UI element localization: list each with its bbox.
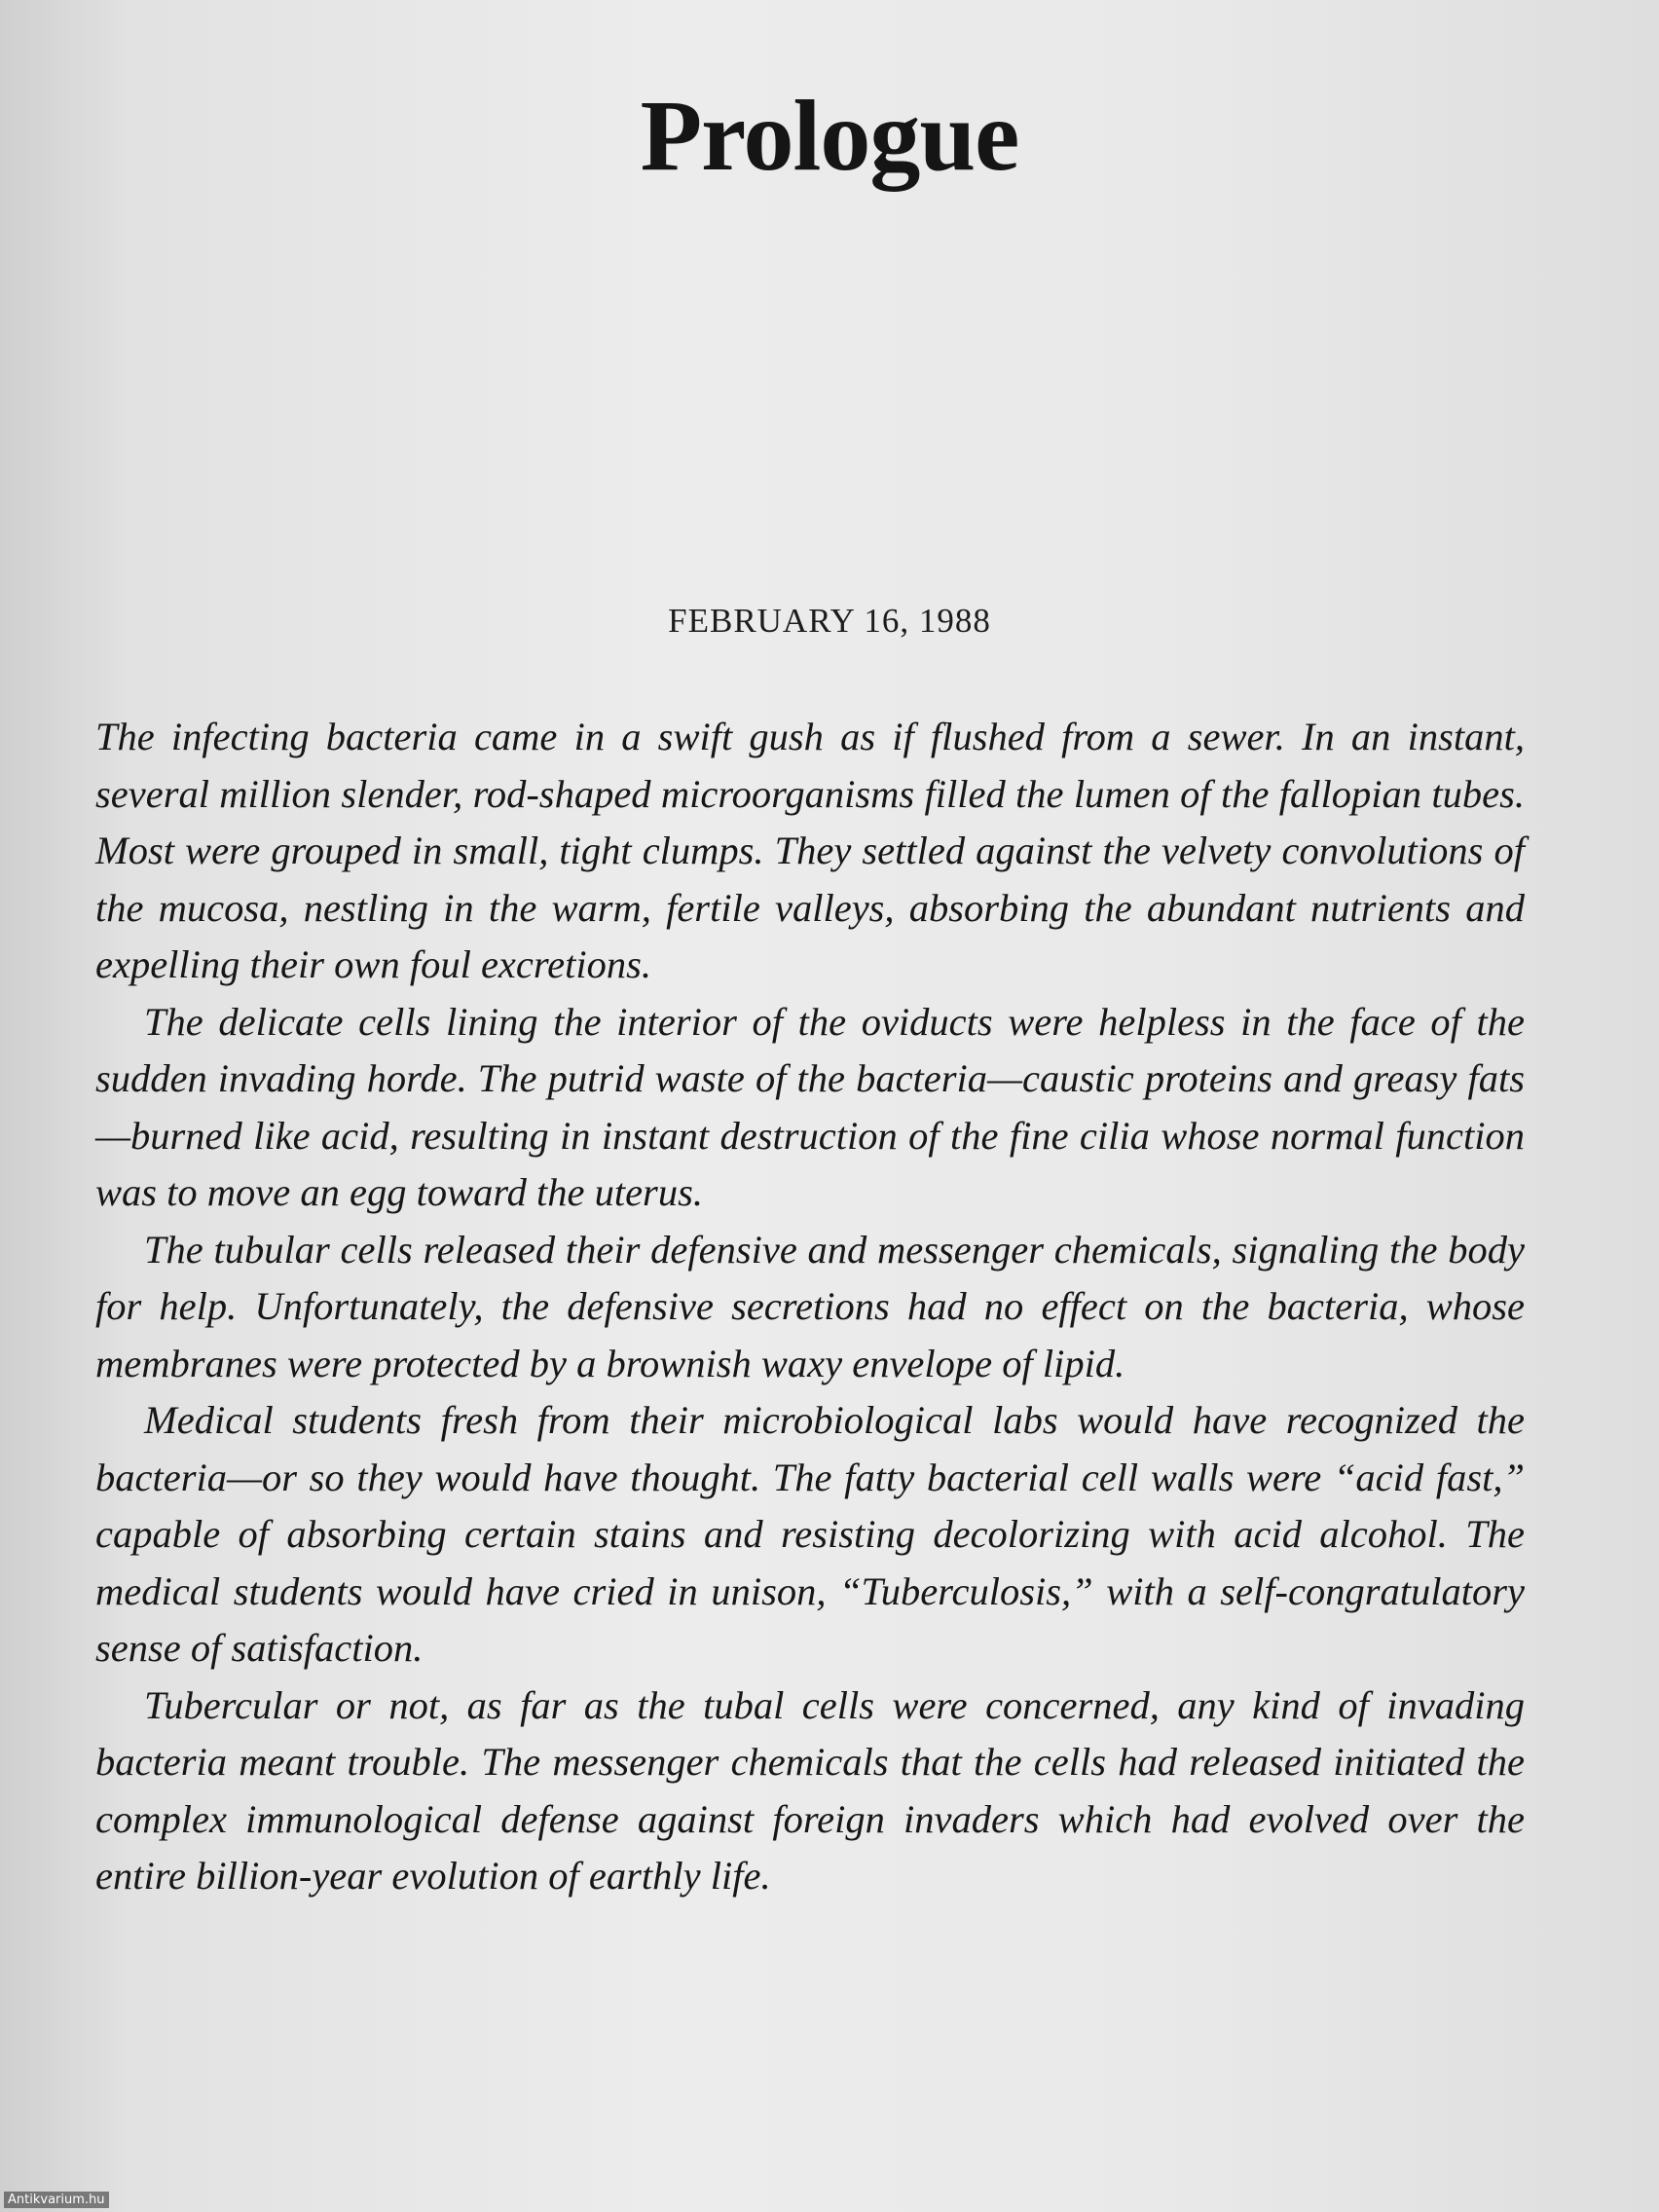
paragraph: The delicate cells lining the interior of the oviducts were helpless in the face of the sudden invading horde. The putrid waste of the bacteria—caustic proteins and greasy fats—burned like acid, resulting in instant destruction of the fine cilia whose normal function was to move an egg toward the uterus. (95, 999, 1525, 1214)
page-title: Prologue (640, 80, 1019, 192)
paragraph: Tubercular or not, as far as the tubal cells were concerned, any kind of invading bacteria meant trouble. The messenger chemicals that the cells had released initiated the complex immunological defense against foreign invaders which had evolved over the entire billion-year evolution of earthly life. (95, 1682, 1525, 1898)
site-watermark: Antikvarium.hu (4, 2192, 109, 2208)
chapter-date: FEBRUARY 16, 1988 (668, 602, 991, 640)
paragraph: Medical students fresh from their microbiological labs would have recognized the bacteria—or so they would have thought. The fatty bacterial cell walls were “acid fast,” capable of absorbing certain stains and resisting decolorizing with acid alcohol. The medical students would have cried in unison, “Tuberculosis,” with a self-congratulatory sense of satisfaction. (95, 1398, 1525, 1670)
paragraph: The infecting bacteria came in a swift gush as if flushed from a sewer. In an instant, several million slender, rod-shaped microorganisms filled the lumen of the fallopian tubes. Most were grouped in small, tight clumps. They settled against the velvety convolutions of the mucosa, nestling in the warm, fertile valleys, absorbing the abundant nutrients and expelling their own foul excretions. (95, 715, 1525, 986)
paragraph: The tubular cells released their defensive and messenger chemicals, signaling the body for help. Unfortunately, the defensive secretions had no effect on the bacteria, whose membranes were protected by a brownish waxy envelope of lipid. (95, 1227, 1525, 1385)
prologue-body (95, 709, 1525, 1905)
